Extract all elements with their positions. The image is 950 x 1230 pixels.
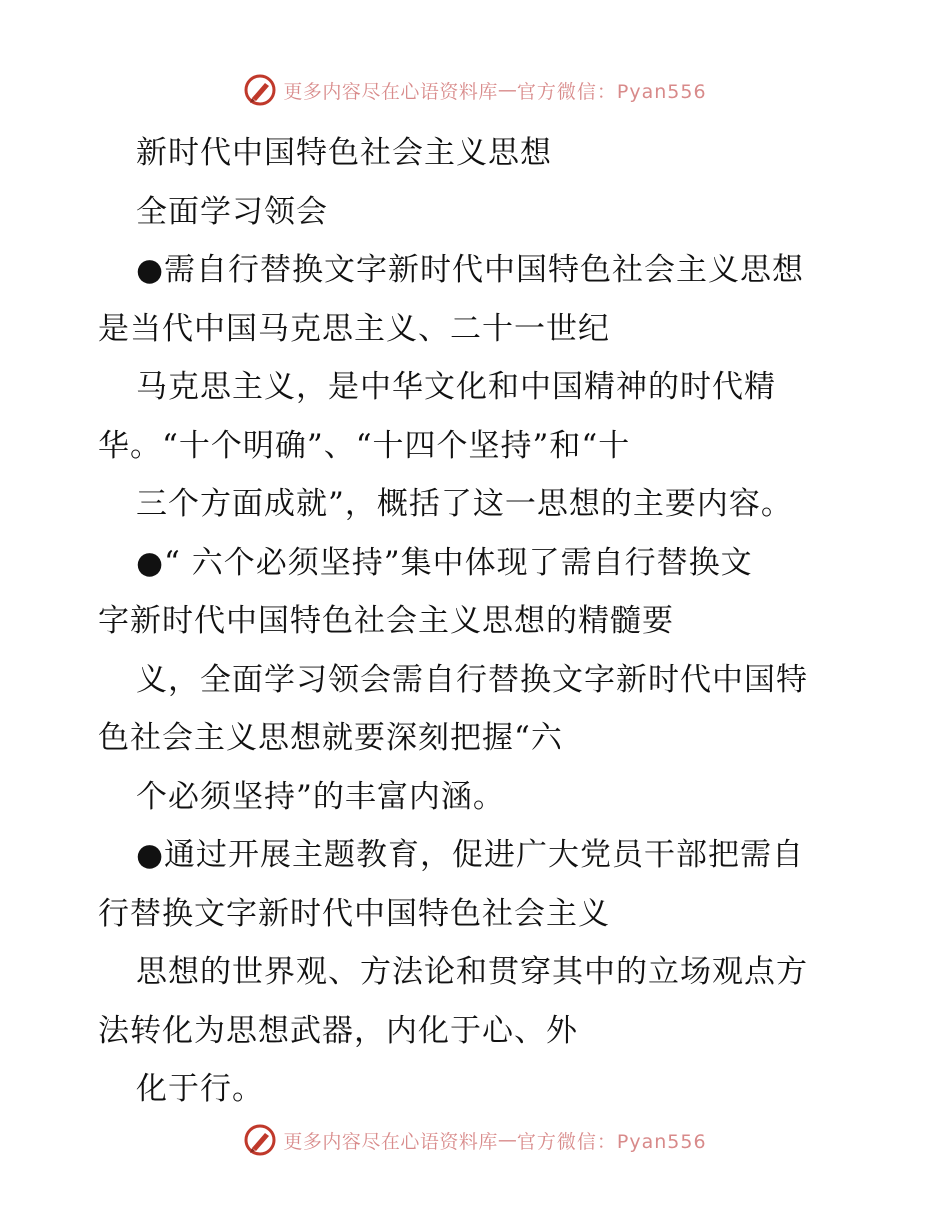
paragraph-line: ●需自行替换文字新时代中国特色社会主义思想 <box>136 252 805 288</box>
paragraph-line: 行替换文字新时代中国特色社会主义 <box>98 895 610 932</box>
pen-circle-logo-icon <box>243 1123 277 1157</box>
header-banner <box>0 70 950 110</box>
document-body <box>98 124 858 1119</box>
paragraph-line: 是当代中国马克思主义、二十一世纪 <box>98 310 610 347</box>
header-wechat-text: 官方微信：Pyan556 <box>516 80 707 103</box>
footer-promo-text: 更多内容尽在心语资料库 <box>283 1130 498 1153</box>
subtitle-line: 全面学习领会 <box>136 193 328 230</box>
paragraph-line: 法转化为思想武器，内化于心、外 <box>98 1012 578 1049</box>
footer-separator: — <box>497 1129 517 1151</box>
paragraph-line: 华。“十个明确”、“十四个坚持”和“十 <box>98 427 631 464</box>
paragraph-line: ●通过开展主题教育，促进广大党员干部把需自 <box>136 837 805 873</box>
paragraph-line: 个必须坚持”的丰富内涵。 <box>136 778 505 815</box>
paragraph-line: 马克思主义，是中华文化和中国精神的时代精 <box>136 369 776 405</box>
title-line: 新时代中国特色社会主义思想 <box>136 135 552 171</box>
pen-circle-logo-icon <box>243 73 277 107</box>
paragraph-line: 三个方面成就”，概括了这一思想的主要内容。 <box>136 486 793 522</box>
paragraph-line: ●“ 六个必须坚持”集中体现了需自行替换文 <box>136 544 753 581</box>
paragraph-line: 思想的世界观、方法论和贯穿其中的立场观点方 <box>136 954 808 990</box>
paragraph-line: 化于行。 <box>136 1071 264 1107</box>
paragraph-line: 色社会主义思想就要深刻把握“六 <box>98 720 563 756</box>
paragraph-line: 字新时代中国特色社会主义思想的精髓要 <box>98 603 674 639</box>
footer-wechat-text: 官方微信：Pyan556 <box>516 1130 707 1153</box>
header-separator: — <box>497 79 517 101</box>
footer-banner <box>0 1120 950 1160</box>
paragraph-line: 义，全面学习领会需自行替换文字新时代中国特 <box>136 661 808 698</box>
header-promo-text: 更多内容尽在心语资料库 <box>283 80 498 103</box>
